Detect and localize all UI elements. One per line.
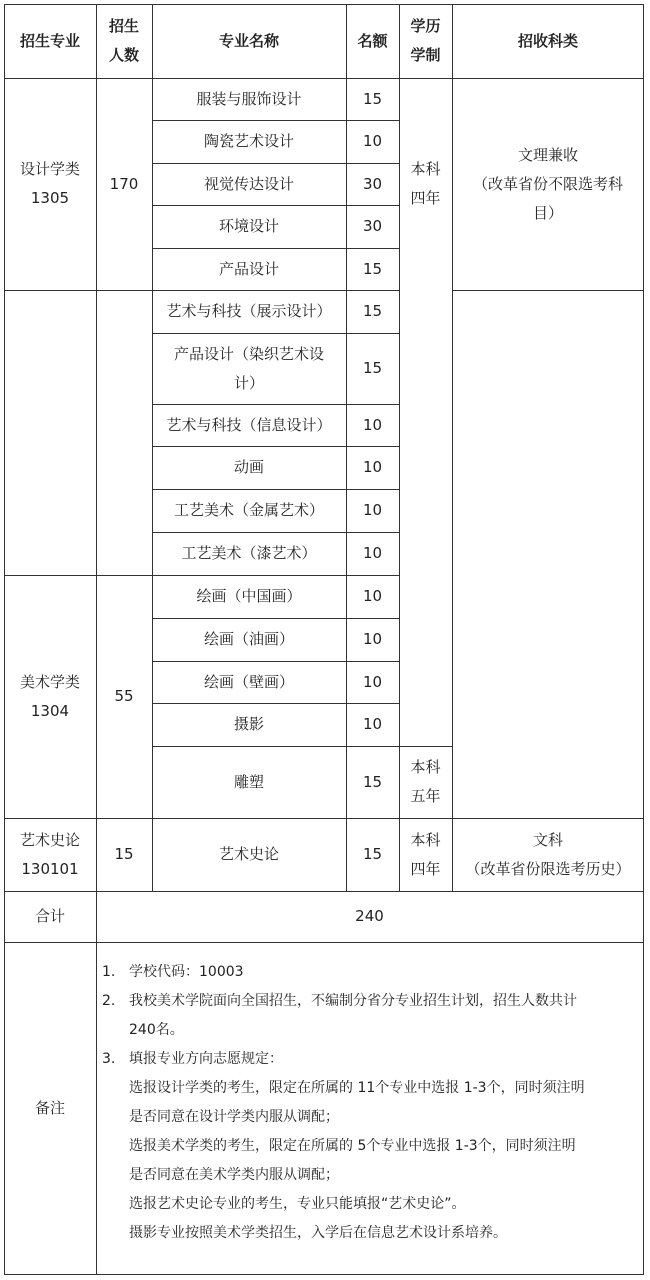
row-quota: 30	[362, 174, 383, 193]
row-name: 产品设计	[218, 259, 279, 278]
note-item: 1. 学校代码：10003	[102, 964, 244, 980]
row-name: 视觉传达设计	[203, 174, 294, 193]
row-name: 环境设计	[218, 217, 279, 235]
group-history-count: 15	[114, 845, 134, 863]
header-name: 专业名称	[218, 31, 279, 50]
group-history-name: 艺术史论	[218, 845, 279, 863]
note-item: 3. 填报专业方向志愿规定：	[102, 1051, 283, 1067]
row-name: 绘画（壁画）	[203, 672, 294, 691]
note-subline: 摄影专业按照美术学类招生，入学后在信息艺术设计系培养。	[129, 1225, 507, 1241]
row-name: 绘画（油画）	[203, 630, 294, 648]
group-design-subjects: 文理兼收 （改革省份不限选考科 目）	[472, 145, 623, 222]
group-fineart-count: 55	[114, 687, 134, 705]
group-fineart-degree: 本科 五年	[410, 758, 441, 805]
header-count: 招生 人数	[108, 17, 139, 64]
row-quota: 15	[362, 259, 383, 278]
row-quota: 15	[362, 302, 383, 320]
group-history-degree: 本科 四年	[410, 830, 441, 878]
row-name: 陶瓷艺术设计	[203, 132, 294, 150]
row-name: 产品设计（染织艺术设 计）	[173, 344, 324, 392]
row-quota: 30	[362, 217, 383, 235]
row-quota: 10	[362, 715, 383, 733]
group-design-label: 设计学类 1305	[19, 160, 80, 207]
row-quota: 10	[362, 544, 383, 562]
group-fineart-label: 美术学类 1304	[19, 672, 80, 720]
total-value: 240	[355, 907, 384, 925]
row-name: 工艺美术（金属艺术）	[173, 501, 324, 519]
row-quota: 10	[362, 415, 383, 434]
row-name: 摄影	[233, 715, 264, 733]
row-quota: 10	[362, 630, 383, 648]
group-design-degree: 本科 四年	[410, 160, 441, 207]
row-name: 绘画（中国画）	[196, 587, 302, 605]
note-subline: 是否同意在美术学类内服从调配；	[129, 1167, 339, 1183]
row-name: 服装与服饰设计	[196, 89, 302, 108]
note-subline: 是否同意在设计学类内服从调配；	[129, 1109, 339, 1125]
total-label: 合计	[34, 907, 65, 925]
row-name: 雕塑	[233, 772, 264, 791]
group-history-label: 艺术史论 130101	[19, 830, 80, 878]
group-design-count: 170	[109, 174, 139, 193]
row-quota: 10	[362, 458, 383, 476]
row-quota: 15	[362, 772, 383, 791]
row-name: 动画	[233, 458, 264, 476]
row-quota: 10	[362, 501, 383, 519]
note-subline: 选报美术学类的考生，限定在所属的 5个专业中选报 1-3个，同时须注明	[129, 1138, 576, 1154]
note-subline: 选报设计学类的考生，限定在所属的 11个专业中选报 1-3个，同时须注明	[129, 1080, 585, 1096]
notes-content	[102, 958, 642, 1248]
group-history-quota: 15	[362, 845, 383, 863]
row-quota: 15	[362, 89, 383, 108]
header-degree: 学历 学制	[410, 17, 441, 64]
header-subjects: 招收科类	[517, 31, 578, 50]
group-history-subjects: 文科 （改革省份限选考历史）	[465, 830, 631, 878]
note-subline: 选报艺术史论专业的考生，专业只能填报“艺术史论”。	[129, 1196, 466, 1212]
header-quota: 名额	[357, 31, 388, 50]
row-quota: 10	[362, 587, 383, 605]
header-major: 招生专业	[19, 31, 80, 50]
row-name: 艺术与科技（信息设计）	[166, 415, 332, 434]
note-item-continued: 240名。	[129, 1022, 184, 1038]
note-item: 2. 我校美术学院面向全国招生，不编制分省分专业招生计划，招生人数共计	[102, 993, 577, 1009]
notes-label: 备注	[34, 1098, 65, 1117]
row-name: 工艺美术（漆艺术）	[181, 544, 317, 562]
row-quota: 10	[362, 132, 383, 150]
row-quota: 15	[362, 359, 383, 377]
row-quota: 10	[362, 672, 383, 691]
row-name: 艺术与科技（展示设计）	[166, 302, 332, 320]
